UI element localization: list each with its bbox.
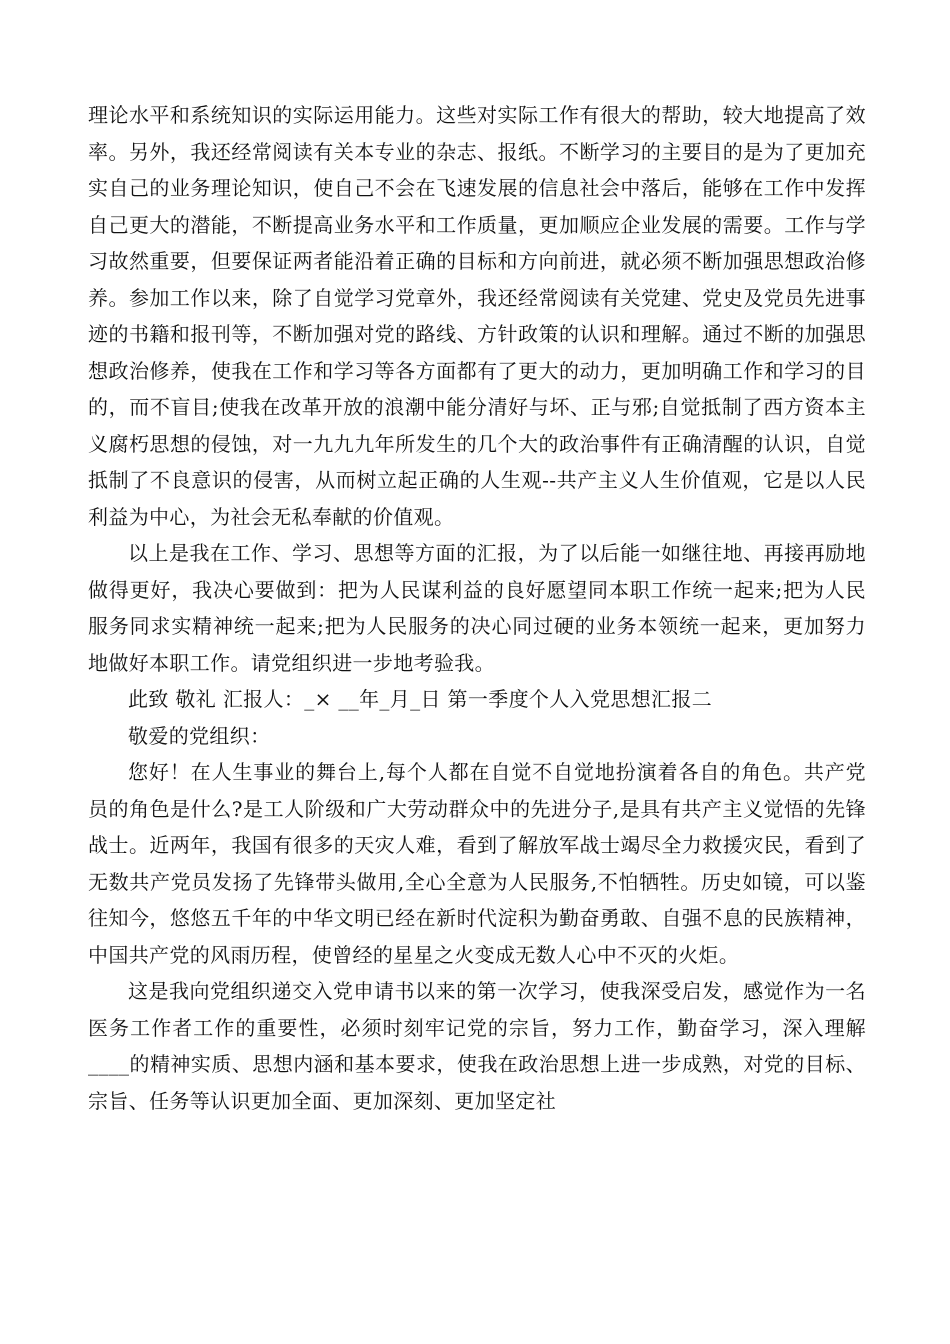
paragraph-first-study: 这是我向党组织递交入党申请书以来的第一次学习，使我深受启发，感觉作为一名医务工作者工作的重要性，必须时刻牢记党的宗旨，努力工作，勤奋学习，深入理解____的精神实质、思想内涵和基本要求，使我在政治思想上进一步成熟，对党的目标、宗旨、任务等认识更加全面、更加深刻、更加坚定社 (88, 979, 866, 1113)
paragraph-party-member-role: 您好！在人生事业的舞台上,每个人都在自觉不自觉地扮演着各自的角色。共产党员的角色是什么?是工人阶级和广大劳动群众中的先进分子,是具有共产主义觉悟的先锋战士。近两年，我国有很多的天灾人难，看到了解放军战士竭尽全力救援灾民，看到了无数共产党员发扬了先锋带头做用,全心全意为人民服务,不怕牺牲。历史如镜，可以鉴往知今，悠悠五千年的中华文明已经在新时代淀积为勤奋勇敢、自强不息的民族精神，中国共产党的风雨历程，使曾经的星星之火变成无数人心中不灭的火炬。 (88, 760, 866, 967)
closing-signature-line: 此致 敬礼 汇报人：_× __年_月_日 第一季度个人入党思想汇报二 (128, 687, 713, 711)
paragraph-work-study-summary: 理论水平和系统知识的实际运用能力。这些对实际工作有很大的帮助，较大地提高了效率。另外，我还经常阅读有关本专业的杂志、报纸。不断学习的主要目的是为了更加充实自己的业务理论知识，使自己不会在飞速发展的信息社会中落后，能够在工作中发挥自己更大的潜能，不断提高业务水平和工作质量，更加顺应企业发展的需要。工作与学习故然重要，但要保证两者能沿着正确的目标和方向前进，就必须不断加强思想政治修养。参加工作以来，除了自觉学习党章外，我还经常阅读有关党建、党史及党员先进事迹的书籍和报刊等，不断加强对党的路线、方针政策的认识和理解。通过不断的加强思想政治修养，使我在工作和学习等各方面都有了更大的动力，更加明确工作和学习的目的，而不盲目;使我在改革开放的浪潮中能分清好与坏、正与邪;自觉抵制了西方资本主义腐朽思想的侵蚀，对一九九九年所发生的几个大的政治事件有正确清醒的认识，自觉抵制了不良意识的侵害，从而树立起正确的人生观--共产主义人生价值观，它是以人民利益为中心，为社会无私奉献的价值观。 (88, 103, 866, 529)
paragraph-resolution: 以上是我在工作、学习、思想等方面的汇报，为了以后能一如继往地、再接再励地做得更好，我决心要做到：把为人民谋利益的良好愿望同本职工作统一起来;把为人民服务同求实精神统一起来;把为人民服务的决心同过硬的业务本领统一起来，更加努力地做好本职工作。请党组织进一步地考验我。 (88, 541, 866, 675)
salutation: 敬爱的党组织： (128, 723, 271, 748)
document-body (88, 97, 866, 1119)
